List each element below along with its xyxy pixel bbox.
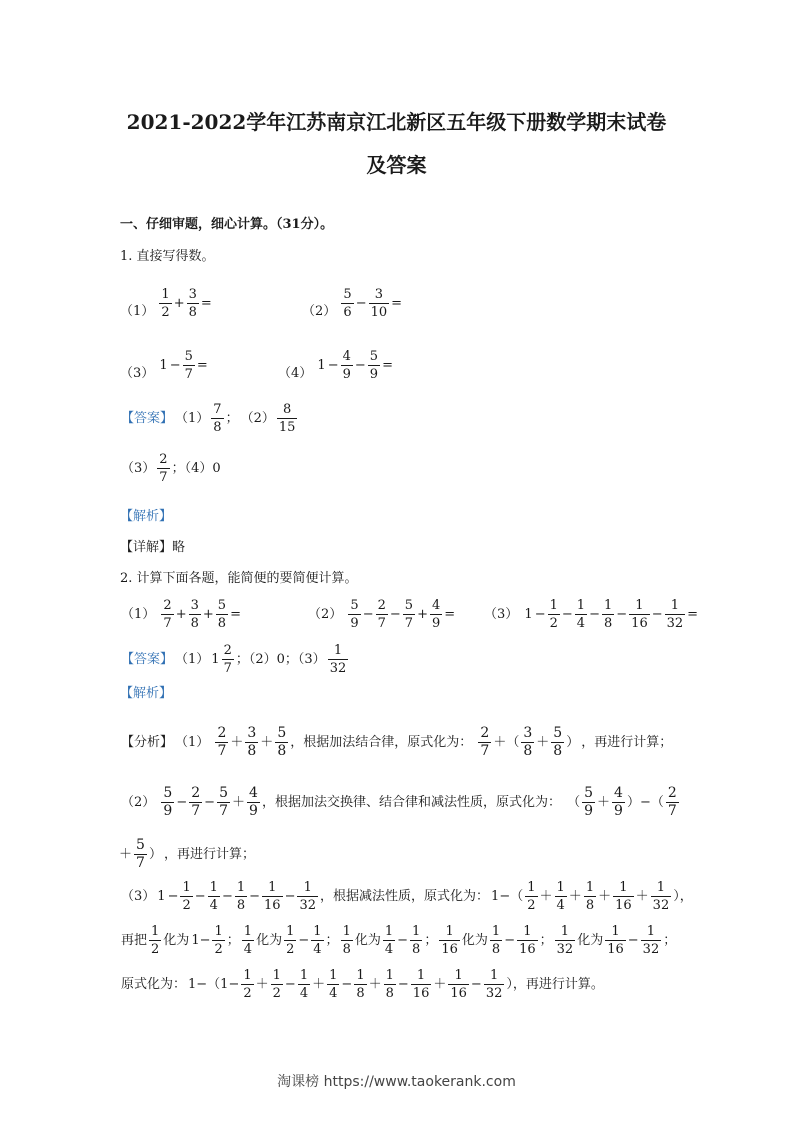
q2-fenxi-1: 【分析】 （1） $\frac{2}{7}$ ＋ $\frac{3}{8}$ ＋ $\frac{5}{8}$ ，根据加法结合律，原式化为： $\frac{2}{7}$ ＋（ $\frac{3}{8}$ ＋ $\frac{5}{8}$ ） ，再进行计算；: [121, 725, 673, 759]
q1-expr-1: （1） $\frac{1}{2}$ + $\frac{3}{8}$ =: [120, 287, 212, 320]
q2-fenxi-2b: ＋ $\frac{5}{7}$ ） ，再进行计算；: [119, 837, 255, 871]
q1-analysis-tag: 【解析】: [120, 509, 173, 524]
q1-expr-2: （2） $\frac{5}{6}$ − $\frac{3}{10}$ =: [302, 287, 403, 320]
q2-expr-3: （3） 1 − $\frac{1}{2}$ − $\frac{1}{4}$ − $\frac{1}{8}$ − $\frac{1}{16}$ − $\frac{1}{32}$ =: [484, 598, 699, 631]
q2-fenxi-4: 再把 $\frac{1}{2}$ 化为 1− $\frac{1}{2}$ ； $\frac{1}{4}$ 化为 $\frac{1}{2}$ − $\frac{1}{4}$ ； $\frac{1}{8}$ 化为 $\frac{1}{4}$ − $\frac{1}{8}$ ； $\frac{1}{16}$ 化为 $\frac{1}{8}$ − $\frac{1}{16}$ ； $\frac{1}{32}$ 化为 $\frac{1}{16}$ − $\frac{1}{32}$ ；: [121, 924, 677, 957]
section-heading: 一、仔细审题，细心计算。（31分）。: [120, 217, 334, 232]
q2-expr-2: （2） $\frac{5}{9}$ − $\frac{2}{7}$ − $\frac{5}{7}$ + $\frac{4}{9}$ =: [308, 598, 456, 631]
q1-expr-3: （3） 1 − $\frac{5}{7}$ =: [120, 349, 208, 382]
q1-answer-2: （3） $\frac{2}{7}$ ；（4）0: [121, 452, 221, 485]
q2-expr-1: （1） $\frac{2}{7}$ + $\frac{3}{8}$ + $\frac{5}{8}$ =: [121, 598, 241, 631]
q2-fenxi-3: （3） 1 − $\frac{1}{2}$ − $\frac{1}{4}$ − $\frac{1}{8}$ − $\frac{1}{16}$ − $\frac{1}{32}$ ，根据减法性质，原式化为： 1−（ $\frac{1}{2}$ ＋ $\frac{1}{4}$ ＋ $\frac{1}{8}$ ＋ $\frac{1}{16}$ ＋ $\frac{1}{32}$ ），: [121, 880, 693, 913]
page-title-line2: 及答案: [366, 153, 427, 177]
q2-fenxi-5: 原式化为： 1−（1− $\frac{1}{2}$ ＋ $\frac{1}{2}$ − $\frac{1}{4}$ ＋ $\frac{1}{4}$ − $\frac{1}{8}$ ＋ $\frac{1}{8}$ − $\frac{1}{16}$ ＋ $\frac{1}{16}$ − $\frac{1}{32}$ ），再进行计算。: [121, 968, 604, 1001]
footer-watermark: 淘课榜 https://www.taokerank.com: [277, 1074, 516, 1090]
page-title: 2021-2022学年江苏南京江北新区五年级下册数学期末试卷: [126, 110, 667, 134]
q1-answer: 【答案】 （1） $\frac{7}{8}$ ； （2） $\frac{8}{15}$: [121, 402, 296, 435]
q2-analysis-tag: 【解析】: [120, 686, 173, 701]
q2-answer: 【答案】 （1） 1 $\frac{2}{7}$ ；（2）0；（3） $\frac{1}{32}$: [121, 643, 347, 676]
question-2-stem: 2. 计算下面各题，能简便的要简便计算。: [120, 571, 358, 586]
q1-detail: 【详解】略: [120, 540, 186, 555]
q2-fenxi-2: （2） $\frac{5}{9}$ − $\frac{2}{7}$ − $\frac{5}{7}$ ＋ $\frac{4}{9}$ ，根据加法交换律、结合律和减法性质，原式化为： （ $\frac{5}{9}$ ＋ $\frac{4}{9}$ ）−（ $\frac{2}{7}$: [121, 785, 677, 819]
question-1-stem: 1. 直接写得数。: [120, 249, 215, 264]
q1-expr-4: （4） 1 − $\frac{4}{9}$ − $\frac{5}{9}$ =: [278, 349, 393, 382]
